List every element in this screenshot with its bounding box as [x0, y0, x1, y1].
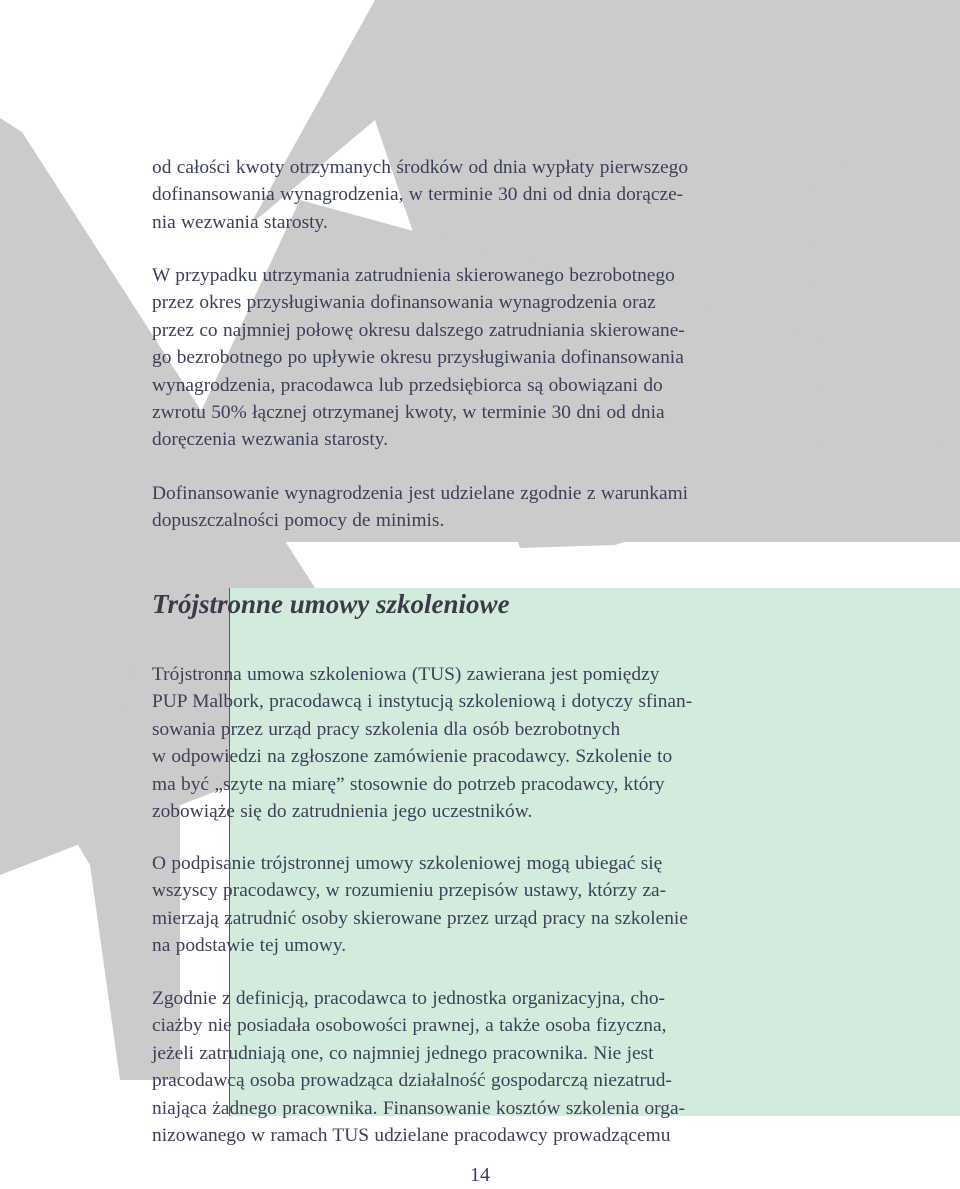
text-line: zobowiąże się do zatrudnienia jego uczestników.	[152, 801, 533, 823]
text-line: nizowanego w ramach TUS udzielane pracodawcy prowadzącemu	[152, 1125, 671, 1147]
text-line: Zgodnie z definicją, pracodawca to jednostka organizacyjna, cho-	[152, 988, 666, 1009]
employer-definition-block	[152, 985, 808, 1149]
text-line: ciażby nie posiadała osobowości prawnej, a także osoba fizyczna,	[152, 1015, 667, 1037]
de-minimis-block	[152, 480, 808, 535]
tus-definition-block	[152, 661, 808, 825]
text-line: wszyscy pracodawcy, w rozumieniu przepisów ustawy, którzy za-	[152, 880, 667, 902]
text-line: mierzają zatrudnić osoby skierowane przez urząd pracy na szkolenie	[152, 907, 688, 929]
text-line: ma być „szyte na miarę” stosownie do potrzeb pracodawcy, który	[152, 773, 665, 795]
text-line: pracodawcą osoba prowadząca działalność gospodarczą niezatrud-	[152, 1070, 672, 1092]
text-line: niająca żadnego pracownika. Finansowanie kosztów szkolenia orga-	[152, 1097, 686, 1119]
text-line: Dofinansowanie wynagrodzenia jest udzielane zgodnie z warunkami	[152, 483, 689, 504]
paragraph-tus-definition	[152, 661, 808, 825]
text-line: wynagrodzenia, pracodawca lub przedsiębiorca są obowiązani do	[152, 374, 663, 396]
text-line: w odpowiedzi na zgłoszone zamówienie pracodawcy. Szkolenie to	[152, 746, 673, 768]
section-heading: Trójstronne umowy szkoleniowe	[152, 589, 510, 619]
text-line: dopuszczalności pomocy de minimis.	[152, 510, 445, 532]
text-line: od całości kwoty otrzymanych środków od dnia wypłaty pierwszego	[152, 157, 689, 178]
intro-block	[152, 154, 808, 236]
employment-block	[152, 262, 808, 454]
paragraph-repayment-end	[152, 154, 808, 236]
tus-eligibility-block	[152, 850, 808, 960]
text-line: doręczenia wezwania starosty.	[152, 429, 389, 451]
paragraph-tus-eligibility	[152, 850, 808, 960]
text-line: PUP Malbork, pracodawcą i instytucją szkoleniową i dotyczy sfinan-	[152, 691, 693, 713]
page-number: 14	[470, 1164, 490, 1186]
paragraph-employment-retention	[152, 262, 808, 454]
paragraph-employer-definition	[152, 985, 808, 1149]
text-line: zwrotu 50% łącznej otrzymanej kwoty, w terminie 30 dni od dnia	[152, 402, 665, 424]
text-line: przez okres przysługiwania dofinansowania wynagrodzenia oraz	[152, 292, 656, 314]
text-line: go bezrobotnego po upływie okresu przysługiwania dofinansowania	[152, 347, 684, 369]
text-line: dofinansowania wynagrodzenia, w terminie 30 dni od dnia dorącze-	[152, 184, 684, 206]
text-line: sowania przez urząd pracy szkolenia dla osób bezrobotnych	[152, 718, 621, 740]
paragraph-de-minimis	[152, 480, 808, 535]
text-line: W przypadku utrzymania zatrudnienia skierowanego bezrobotnego	[152, 265, 675, 286]
text-line: przez co najmniej połowę okresu dalszego zatrudniania skierowane-	[152, 319, 685, 341]
text-line: O podpisanie trójstronnej umowy szkoleniowej mogą ubiegać się	[152, 853, 663, 874]
text-line: jeżeli zatrudniają one, co najmniej jednego pracownika. Nie jest	[152, 1042, 654, 1064]
text-line: na podstawie tej umowy.	[152, 935, 347, 957]
text-line: Trójstronna umowa szkoleniowa (TUS) zawierana jest pomiędzy	[152, 664, 660, 685]
text-line: nia wezwania starosty.	[152, 211, 328, 233]
